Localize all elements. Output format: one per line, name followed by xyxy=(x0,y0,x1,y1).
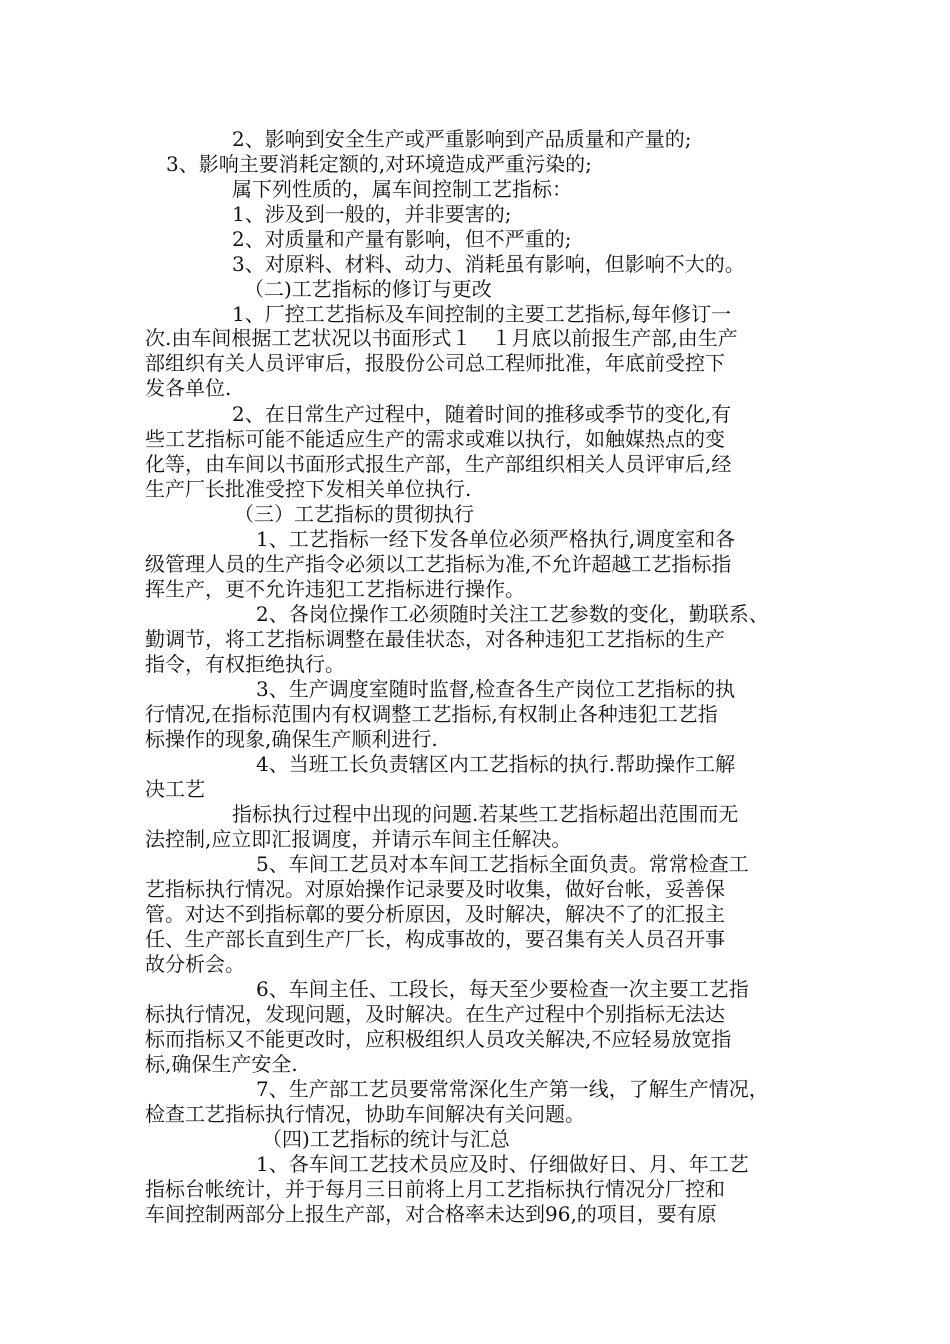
text-line: 标,确保生产安全. xyxy=(145,1052,298,1076)
text-line: 2、对质量和产量有影响，但不严重的; xyxy=(232,227,572,251)
section-heading: （三）工艺指标的贯彻执行 xyxy=(234,502,474,526)
text-line: 3、影响主要消耗定额的,对环境造成严重污染的; xyxy=(166,152,592,176)
text-line: 1、涉及到一般的，并非要害的; xyxy=(232,202,512,226)
text-line: 指标执行过程中出现的问题.若某些工艺指标超出范围而无 xyxy=(232,802,739,826)
text-line: 决工艺 xyxy=(145,777,205,801)
text-line: 挥生产，更不允许违犯工艺指标进行操作。 xyxy=(145,577,525,601)
text-line: 部组织有关人员评审后，报股份公司总工程师批准，年底前受控下 xyxy=(145,351,725,375)
text-line: 7、生产部工艺员要常常深化生产第一线，了解生产情况， xyxy=(256,1077,769,1101)
text-line: 检查工艺指标执行情况，协助车间解决有关问题。 xyxy=(145,1102,585,1126)
text-line: 次.由车间根据工艺状况以书面形式１ １月底以前报生产部,由生产 xyxy=(145,326,738,350)
text-line: 标执行情况，发现问题，及时解决。在生产过程中个别指标无法达 xyxy=(145,1002,725,1026)
text-line: 标而指标又不能更改时，应积极组织人员攻关解决,不应轻易放宽指 xyxy=(145,1027,732,1051)
text-line: 勤调节，将工艺指标调整在最佳状态，对各种违犯工艺指标的生产 xyxy=(145,627,725,651)
text-line: 1、厂控工艺指标及车间控制的主要工艺指标,每年修订一 xyxy=(232,302,732,326)
text-line: 2、影响到安全生产或严重影响到产品质量和产量的; xyxy=(232,127,692,151)
text-line: 行情况,在指标范围内有权调整工艺指标,有权制止各种违犯工艺指 xyxy=(145,702,718,726)
section-heading: （二)工艺指标的修订与更改 xyxy=(244,277,492,301)
text-line: 管。对达不到指标鄣的要分析原因，及时解决，解决不了的汇报主 xyxy=(145,902,725,926)
text-line: 6、车间主任、工段长，每天至少要检查一次主要工艺指 xyxy=(256,977,749,1001)
text-line: 1、工艺指标一经下发各单位必须严格执行,调度室和各 xyxy=(256,527,736,551)
text-line: 发各单位. xyxy=(145,376,232,400)
text-line: 5、车间工艺员对本车间工艺指标全面负责。常常检查工 xyxy=(256,852,749,876)
text-line: 法控制,应立即汇报调度，并请示车间主任解决。 xyxy=(145,827,572,851)
text-line: 1、各车间工艺技术员应及时、仔细做好日、月、年工艺 xyxy=(256,1152,749,1176)
section-heading: （四)工艺指标的统计与汇总 xyxy=(262,1127,510,1151)
text-line: 3、对原料、材料、动力、消耗虽有影响，但影响不大的。 xyxy=(232,252,745,276)
text-line: 任、生产部长直到生产厂长，构成事故的，要召集有关人员召开事 xyxy=(145,927,725,951)
text-line: 级管理人员的生产指令必须以工艺指标为准,不允许超越工艺指标指 xyxy=(145,552,732,576)
text-line: 化等，由车间以书面形式报生产部，生产部组织相关人员评审后,经 xyxy=(145,452,732,476)
text-line: 艺指标执行情况。对原始操作记录要及时收集，做好台帐，妥善保 xyxy=(145,877,725,901)
text-line: 些工艺指标可能不能适应生产的需求或难以执行，如触媒热点的变 xyxy=(145,427,725,451)
text-line: 2、在日常生产过程中，随着时间的推移或季节的变化,有 xyxy=(232,402,732,426)
text-line: 4、当班工长负责辖区内工艺指标的执行.帮助操作工解 xyxy=(256,752,736,776)
text-line: 指令，有权拒绝执行。 xyxy=(145,652,345,676)
text-line: 属下列性质的，属车间控制工艺指标： xyxy=(232,177,572,201)
text-line: 故分析会。 xyxy=(145,952,245,976)
text-line: 3、生产调度室随时监督,检查各生产岗位工艺指标的执 xyxy=(256,677,736,701)
text-line: 指标台帐统计，并于每月三日前将上月工艺指标执行情况分厂控和 xyxy=(145,1177,725,1201)
text-line: 标操作的现象,确保生产顺利进行. xyxy=(145,727,438,751)
text-line: 2、各岗位操作工必须随时关注工艺参数的变化，勤联系、 xyxy=(256,602,769,626)
text-line: 车间控制两部分上报生产部，对合格率未达到96,的项目，要有原 xyxy=(145,1202,717,1226)
text-line: 生产厂长批准受控下发相关单位执行. xyxy=(145,477,472,501)
